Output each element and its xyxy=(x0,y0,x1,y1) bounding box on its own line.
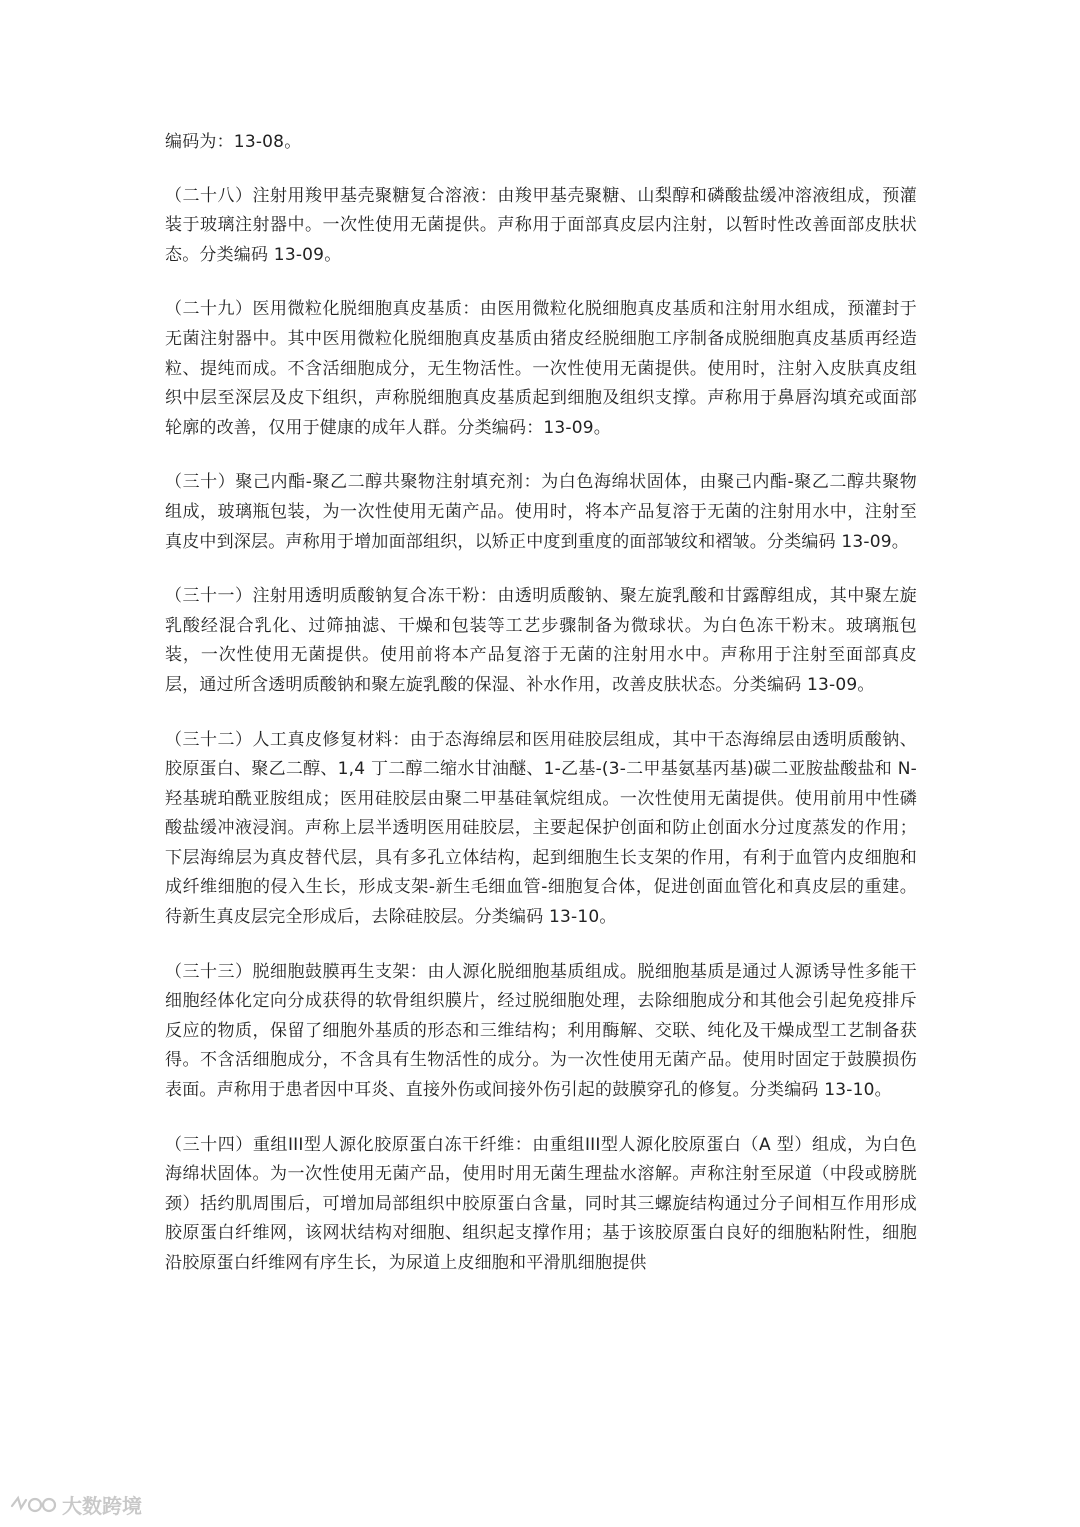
paragraph-item-32: （三十二）人工真皮修复材料：由于态海绵层和医用硅胶层组成，其中干态海绵层由透明质酸钠、胶原蛋白、聚乙二醇、1,4 丁二醇二缩水甘油醚、1-乙基-(3-二甲基氨基丙基)碳二亚胺盐酸盐和 N-羟基琥珀酰亚胺组成；医用硅胶层由聚二甲基硅氧烷组成。一次性使用无菌提供。使用前用中性磷酸盐缓冲液浸润。声称上层半透明医用硅胶层，主要起保护创面和防止创面水分过度蒸发的作用；下层海绵层为真皮替代层，具有多孔立体结构，起到细胞生长支架的作用，有利于血管内皮细胞和成纤维细胞的侵入生长，形成支架-新生毛细血管-细胞复合体，促进创面血管化和真皮层的重建。待新生真皮层完全形成后，去除硅胶层。分类编码 13-10。 xyxy=(165,729,917,928)
document-body xyxy=(165,128,917,1304)
paragraph-item-28: （二十八）注射用羧甲基壳聚糖复合溶液：由羧甲基壳聚糖、山梨醇和磷酸盐缓冲溶液组成，预灌装于玻璃注射器中。一次性使用无菌提供。声称用于面部真皮层内注射，以暂时性改善面部皮肤状态。分类编码 13-09。 xyxy=(165,185,917,265)
paragraph-continuation: 编码为：13-08。 xyxy=(165,132,302,152)
watermark xyxy=(6,1490,142,1519)
paragraph-item-34: （三十四）重组III型人源化胶原蛋白冻干纤维：由重组III型人源化胶原蛋白（A 型）组成，为白色海绵状固体。为一次性使用无菌产品，使用时用无菌生理盐水溶解。声称注射至尿道（中段或膀胱颈）括约肌周围后，可增加局部组织中胶原蛋白含量，同时其三螺旋结构通过分子间相互作用形成胶原蛋白纤维网，该网状结构对细胞、组织起支撑作用；基于该胶原蛋白良好的细胞粘附性，细胞沿胶原蛋白纤维网有序生长，为尿道上皮细胞和平滑肌细胞提供 xyxy=(165,1134,917,1273)
paragraph-item-30: （三十）聚己内酯-聚乙二醇共聚物注射填充剂：为白色海绵状固体，由聚己内酯-聚乙二醇共聚物组成，玻璃瓶包装，为一次性使用无菌产品。使用时，将本产品复溶于无菌的注射用水中，注射至真皮中到深层。声称用于增加面部组织，以矫正中度到重度的面部皱纹和褶皱。分类编码 13-09。 xyxy=(165,472,917,552)
paragraph-item-29: （二十九）医用微粒化脱细胞真皮基质：由医用微粒化脱细胞真皮基质和注射用水组成，预灌封于无菌注射器中。其中医用微粒化脱细胞真皮基质由猪皮经脱细胞工序制备成脱细胞真皮基质再经造粒、提纯而成。不含活细胞成分，无生物活性。一次性使用无菌提供。使用时，注射入皮肤真皮组织中层至深层及皮下组织，声称脱细胞真皮基质起到细胞及组织支撑。声称用于鼻唇沟填充或面部轮廓的改善，仅用于健康的成年人群。分类编码：13-09。 xyxy=(165,299,917,438)
paragraph-item-33: （三十三）脱细胞鼓膜再生支架：由人源化脱细胞基质组成。脱细胞基质是通过人源诱导性多能干细胞经体化定向分成获得的软骨组织膜片，经过脱细胞处理，去除细胞成分和其他会引起免疫排斥反应的物质，保留了细胞外基质的形态和三维结构；利用酶解、交联、纯化及干燥成型工艺制备获得。不含活细胞成分，不含具有生物活性的成分。为一次性使用无菌产品。使用时固定于鼓膜损伤表面。声称用于患者因中耳炎、直接外伤或间接外伤引起的鼓膜穿孔的修复。分类编码 13-10。 xyxy=(165,961,917,1101)
paragraph-item-31: （三十一）注射用透明质酸钠复合冻干粉：由透明质酸钠、聚左旋乳酸和甘露醇组成，其中聚左旋乳酸经混合乳化、过筛抽滤、干燥和包装等工艺步骤制备为微球状。为白色冻干粉末。玻璃瓶包装，一次性使用无菌提供。使用前将本产品复溶于无菌的注射用水中。声称用于注射至面部真皮层，通过所含透明质酸钠和聚左旋乳酸的保湿、补水作用，改善皮肤状态。分类编码 13-09。 xyxy=(165,586,917,695)
watermark-text: 大数跨境 xyxy=(62,1494,142,1518)
watermark-logo-icon xyxy=(6,1492,58,1518)
